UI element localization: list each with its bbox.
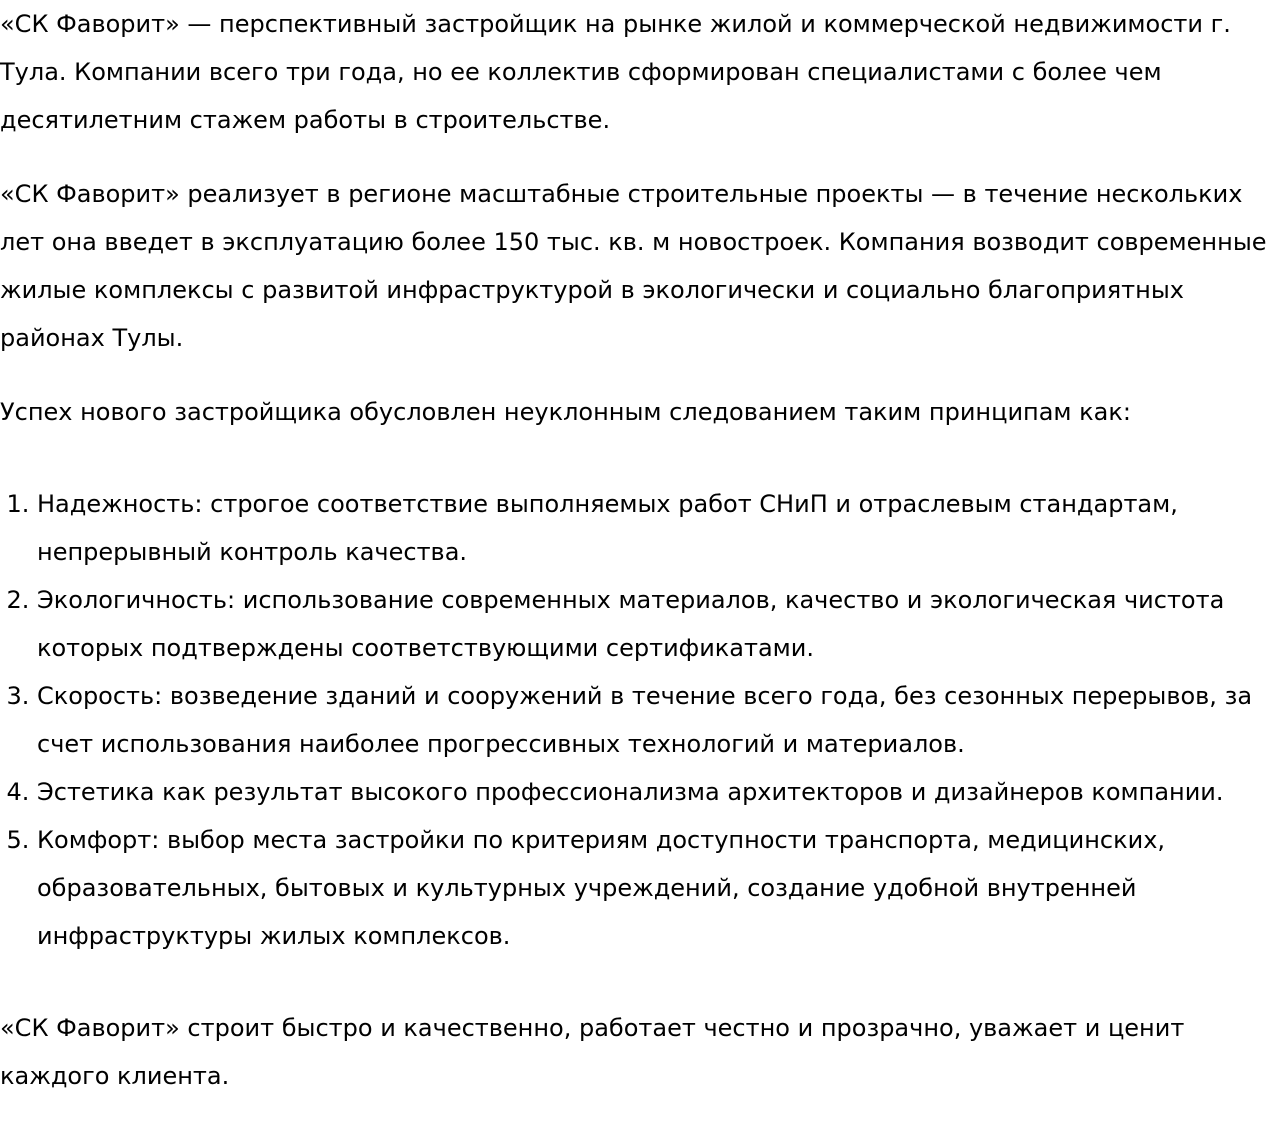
principles-intro-paragraph: Успех нового застройщика обусловлен неуклонным следованием таким принципам как: <box>0 398 1131 426</box>
intro-paragraph: «СК Фаворит» — перспективный застройщик на рынке жилой и коммерческой недвижимости г. Тула. Компании всего три года, но ее коллектив сформирован специалистами с более чем десятилетним стажем работы в строительстве. <box>0 10 1231 134</box>
list-item: 3. Скорость: возведение зданий и сооружений в течение всего года, без сезонных перерывов, за счет использования наиболее прогрессивных технологий и материалов. <box>37 672 1270 768</box>
closing-paragraph: «СК Фаворит» строит быстро и качественно, работает честно и прозрачно, уважает и ценит каждого клиента. <box>0 1014 1185 1090</box>
principles-list <box>0 480 1270 960</box>
list-item: 5. Комфорт: выбор места застройки по критериям доступности транспорта, медицинских, образовательных, бытовых и культурных учреждений, создание удобной внутренней инфраструктуры жилых комплексов. <box>37 816 1270 960</box>
list-item: 2. Экологичность: использование современных материалов, качество и экологическая чистота которых подтверждены соответствующими сертификатами. <box>37 576 1270 672</box>
projects-paragraph: «СК Фаворит» реализует в регионе масштабные строительные проекты — в течение нескольких лет она введет в эксплуатацию более 150 тыс. кв. м новостроек. Компания возводит современные жилые комплексы с развитой инфраструктурой в экологически и социально благоприятных районах Тулы. <box>0 180 1267 352</box>
list-item: 1. Надежность: строгое соответствие выполняемых работ СНиП и отраслевым стандартам, непрерывный контроль качества. <box>37 480 1270 576</box>
list-item: 4. Эстетика как результат высокого профессионализма архитекторов и дизайнеров компании. <box>37 768 1270 816</box>
